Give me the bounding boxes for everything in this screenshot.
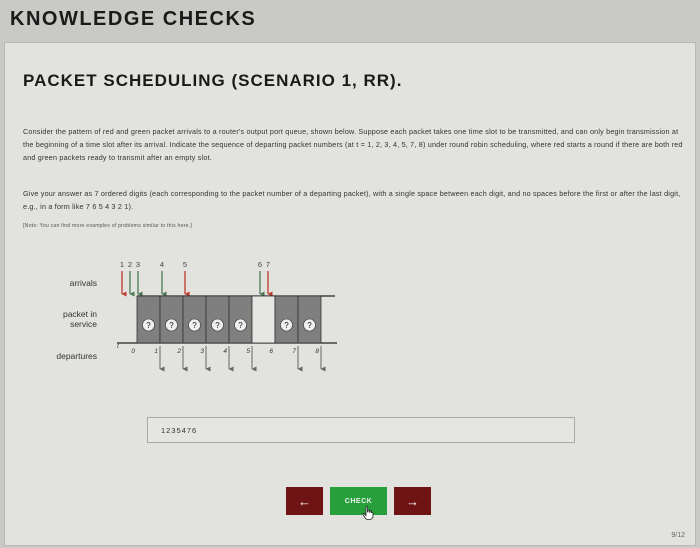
service-slot-6-empty [252, 296, 275, 343]
slot-number-6: 6 [269, 348, 273, 355]
service-slot-5 [229, 296, 252, 343]
service-slot-8 [298, 296, 321, 343]
arrival-label-5: 5 [182, 260, 188, 269]
time-axis-label: t [117, 343, 119, 350]
check-button[interactable] [330, 487, 387, 515]
check-button-label: CHECK [344, 497, 373, 505]
service-slot-2-label: ? [169, 321, 174, 330]
arrival-label-1: 1 [119, 260, 125, 269]
arrival-label-3: 3 [135, 260, 141, 269]
slot-number-5: 5 [246, 348, 250, 355]
arrivals-row-label: arrivals [69, 278, 97, 288]
service-slot-1 [137, 296, 160, 343]
examples-note-link[interactable]: [Note: You can find more examples of problems similar to this here.] [23, 223, 193, 229]
packet-scheduling-diagram [5, 43, 695, 545]
arrow-right-icon: → [406, 493, 419, 509]
slot-number-2: 2 [177, 348, 181, 355]
service-slot-1-label: ? [146, 321, 151, 330]
hand-cursor-icon [362, 506, 374, 520]
service-slot-8-label: ? [307, 321, 312, 330]
arrival-label-2: 2 [127, 260, 133, 269]
app-title: KNOWLEDGE CHECKS [10, 8, 257, 30]
departures-row-label: departures [56, 351, 97, 361]
answer-input[interactable]: 1235476 [147, 417, 575, 443]
service-row-label-1: packet in [62, 309, 97, 319]
slot-number-3: 3 [200, 348, 204, 355]
arrival-label-4: 4 [159, 260, 165, 269]
next-button[interactable] [394, 487, 431, 515]
service-slot-4-label: ? [215, 321, 220, 330]
slot-number-4: 4 [223, 348, 227, 355]
previous-button[interactable] [286, 487, 323, 515]
service-row-label-2: service [70, 319, 97, 329]
arrival-label-6: 6 [257, 260, 263, 269]
service-slot-5-label: ? [238, 321, 243, 330]
service-slot-2 [160, 296, 183, 343]
arrow-left-icon: ← [298, 493, 311, 509]
question-paragraph-2: Give your answer as 7 ordered digits (each corresponding to the packet number of a departing packet), with a single space between each digit, and no spaces before the first or after the last digit, e.g., in a form like 7 6 5 4 3 2 1). [23, 189, 681, 211]
slot-number-0: 0 [131, 348, 135, 355]
service-slot-3-label: ? [192, 321, 197, 330]
service-slot-7 [275, 296, 298, 343]
service-slot-7-label: ? [284, 321, 289, 330]
slot-number-7: 7 [292, 348, 296, 355]
question-panel [4, 42, 696, 546]
arrival-label-7: 7 [265, 260, 271, 269]
service-slot-4 [206, 296, 229, 343]
question-paragraph-1: Consider the pattern of red and green packet arrivals to a router's output port queue, shown below. Suppose each packet takes one time slot to be transmitted, and can only begin transmission at the beginning of a time slot after its arrival. Indicate the sequence of departing packet numbers (at t = 1, 2, 3, 4, 5, 7, 8) under round robin scheduling, where red starts a round if there are both red and green packets ready to transmit after an empty slot. [23, 127, 683, 162]
page-number: 9/12 [671, 532, 685, 539]
slot-number-1: 1 [154, 348, 158, 355]
slot-number-8: 8 [315, 348, 319, 355]
service-slot-3 [183, 296, 206, 343]
question-title: PACKET SCHEDULING (SCENARIO 1, RR). [23, 71, 403, 90]
